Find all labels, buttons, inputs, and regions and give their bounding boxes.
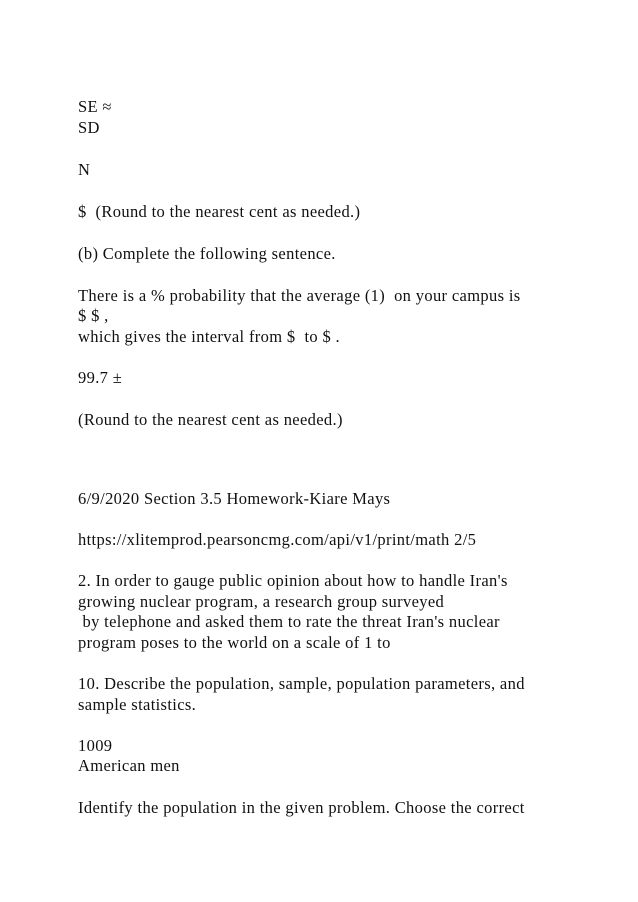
question-2-line-6: sample statistics. [78,695,197,714]
sample-size-value: 1009 [78,736,113,755]
interval-sentence: which gives the interval from $ to $ . [78,327,341,346]
dollar-placeholders: $ $ , [78,306,109,325]
sd-label: SD [78,118,100,137]
sample-group-label: American men [78,756,180,775]
confidence-value: 99.7 ± [78,368,123,387]
question-2-line-1: 2. In order to gauge public opinion about how to handle Iran's [78,571,508,590]
se-approx-label: SE ≈ [78,97,112,116]
probability-sentence: There is a % probability that the average (1) on your campus is [78,286,521,305]
question-2-line-2: growing nuclear program, a research group surveyed [78,592,445,611]
identify-population-prompt: Identify the population in the given problem. Choose the correct [78,798,525,817]
print-url: https://xlitemprod.pearsoncmg.com/api/v1/print/math 2/5 [78,530,477,549]
question-2-line-3: by telephone and asked them to rate the threat Iran's nuclear [78,612,500,631]
print-header: 6/9/2020 Section 3.5 Homework-Kiare Mays [78,489,391,508]
question-2-line-5: 10. Describe the population, sample, population parameters, and [78,674,525,693]
rounding-instruction: $ (Round to the nearest cent as needed.) [78,202,361,221]
rounding-instruction-2: (Round to the nearest cent as needed.) [78,410,343,429]
n-label: N [78,160,91,179]
question-2-line-4: program poses to the world on a scale of 1 to [78,633,391,652]
part-b-heading: (b) Complete the following sentence. [78,244,336,263]
